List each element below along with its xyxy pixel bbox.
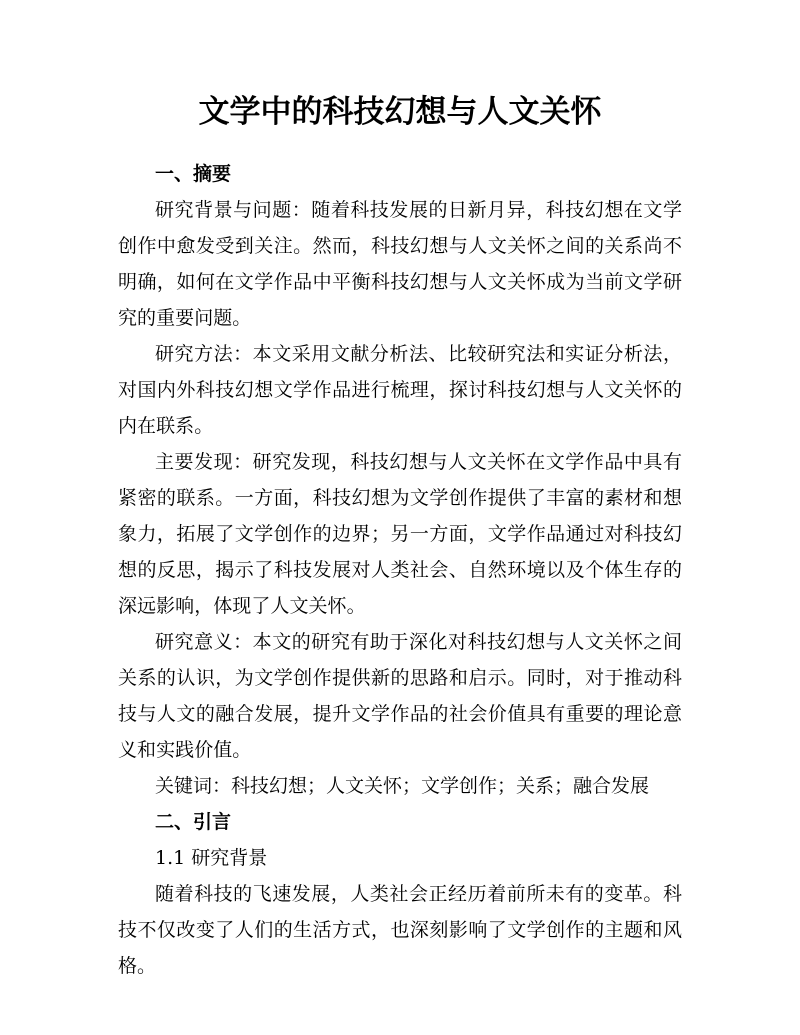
abstract-section xyxy=(118,156,682,804)
research-significance-paragraph: 研究意义：本文的研究有助于深化对科技幻想与人文关怀之间关系的认识，为文学创作提供新的思路和启示。同时，对于推动科技与人文的融合发展，提升文学作品的社会价值具有重要的理论意义和实践价值。 xyxy=(118,631,682,761)
document-title: 文学中的科技幻想与人文关怀 xyxy=(198,94,602,130)
introduction-heading: 二、引言 xyxy=(155,811,232,833)
main-findings-paragraph: 主要发现：研究发现，科技幻想与人文关怀在文学作品中具有紧密的联系。一方面，科技幻想为文学创作提供了丰富的素材和想象力，拓展了文学创作的边界；另一方面，文学作品通过对科技幻想的反思，揭示了科技发展对人类社会、自然环境以及个体生存的深远影响，体现了人文关怀。 xyxy=(118,451,682,617)
abstract-heading: 一、摘要 xyxy=(155,163,232,185)
research-background-subheading: 1.1 研究背景 xyxy=(155,847,268,869)
introduction-section xyxy=(118,804,682,984)
research-method-paragraph: 研究方法：本文采用文献分析法、比较研究法和实证分析法，对国内外科技幻想文学作品进行梳理，探讨科技幻想与人文关怀的内在联系。 xyxy=(118,343,682,437)
introduction-paragraph: 随着科技的飞速发展，人类社会正经历着前所未有的变革。科技不仅改变了人们的生活方式，也深刻影响了文学创作的主题和风格。 xyxy=(118,883,682,977)
research-background-paragraph: 研究背景与问题：随着科技发展的日新月异，科技幻想在文学创作中愈发受到关注。然而，科技幻想与人文关怀之间的关系尚不明确，如何在文学作品中平衡科技幻想与人文关怀成为当前文学研究的重要问题。 xyxy=(118,199,682,329)
keywords-line: 关键词：科技幻想；人文关怀；文学创作；关系；融合发展 xyxy=(155,775,650,797)
